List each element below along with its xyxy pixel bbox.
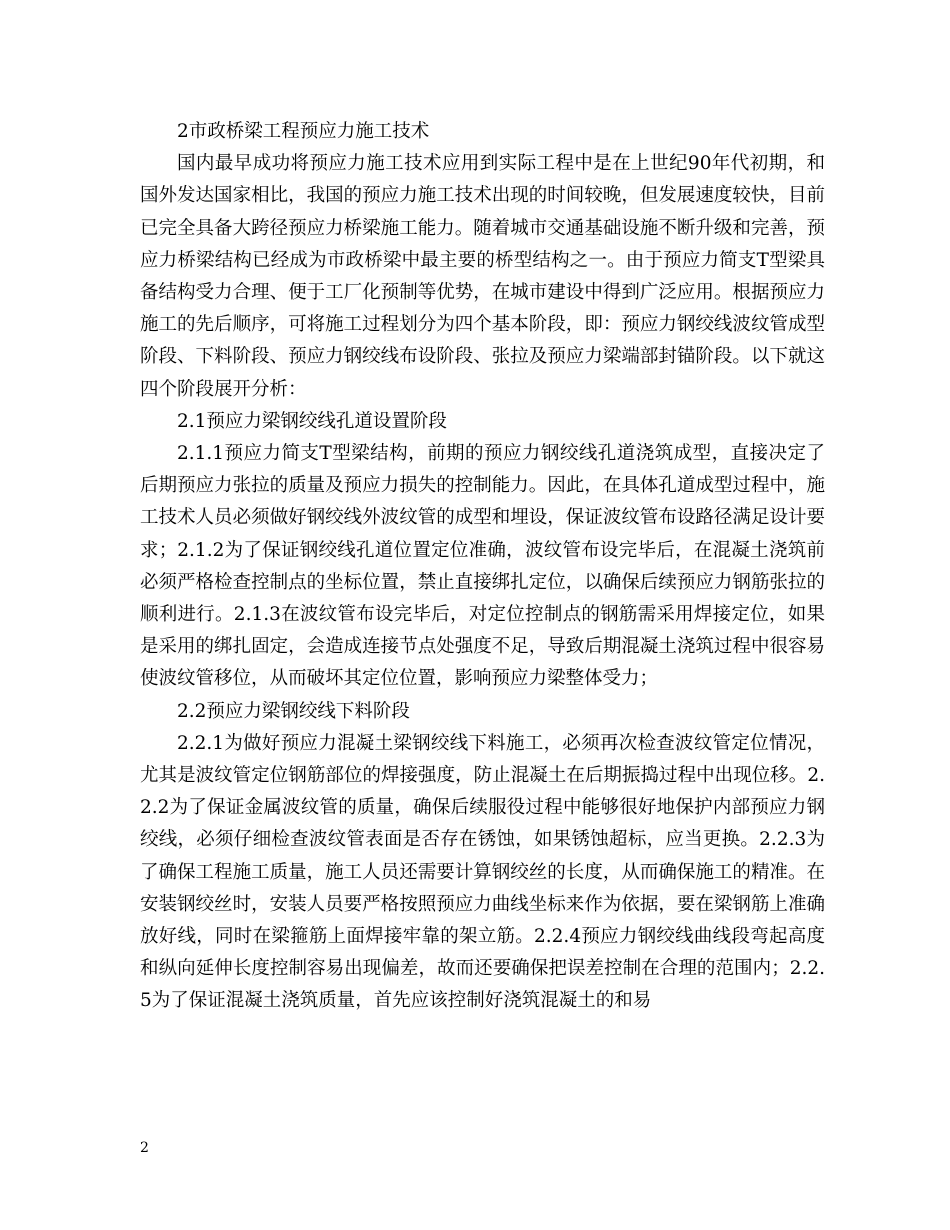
section-heading: 2市政桥梁工程预应力施工技术 bbox=[177, 121, 430, 142]
body-paragraph: 2.2.1为做好预应力混凝土梁钢绞线下料施工，必须再次检查波纹管定位情况，尤其是波纹管定位钢筋部位的焊接强度，防止混凝土在后期振捣过程中出现位移。2.2.2为了保证金属波纹管的质量，确保后续服役过程中能够很好地保护内部预应力钢绞线，必须仔细检查波纹管表面是否存在锈蚀，如果锈蚀超标，应当更换。2.2.3为了确保工程施工质量，施工人员还需要计算钢绞丝的长度，从而确保施工的精准。在安装钢绞丝时，安装人员要严格按照预应力曲线坐标来作为依据，要在梁钢筋上准确放好线，同时在梁箍筋上面焊接牢靠的架立筋。2.2.4预应力钢绞线曲线段弯起高度和纵向延伸长度控制容易出现偏差，故而还要确保把误差控制在合理的范围内；2.2.5为了保证混凝土浇筑质量，首先应该控制好浇筑混凝土的和易 bbox=[140, 732, 825, 1012]
page-number: 2 bbox=[140, 1140, 149, 1156]
document-body bbox=[140, 116, 825, 1018]
subsection-heading: 2.1预应力梁钢绞线孔道设置阶段 bbox=[177, 410, 447, 432]
subsection-heading: 2.2预应力梁钢绞线下料阶段 bbox=[177, 700, 410, 722]
body-paragraph: 2.1.1预应力简支T型梁结构，前期的预应力钢绞线孔道浇筑成型，直接决定了后期预应力张拉的质量及预应力损失的控制能力。因此，在具体孔道成型过程中，施工技术人员必须做好钢绞线外波纹管的成型和埋设，保证波纹管布设路径满足设计要求；2.1.2为了保证钢绞线孔道位置定位准确，波纹管布设完毕后，在混凝土浇筑前必须严格检查控制点的坐标位置，禁止直接绑扎定位，以确保后续预应力钢筋张拉的顺利进行。2.1.3在波纹管布设完毕后，对定位控制点的钢筋需采用焊接定位，如果是采用的绑扎固定，会造成连接节点处强度不足，导致后期混凝土浇筑过程中很容易使波纹管移位，从而破坏其定位位置，影响预应力梁整体受力； bbox=[140, 443, 825, 690]
body-paragraph: 国内最早成功将预应力施工技术应用到实际工程中是在上世纪90年代初期，和国外发达国家相比，我国的预应力施工技术出现的时间较晚，但发展速度较快，目前已完全具备大跨径预应力桥梁施工能力。随着城市交通基础设施不断升级和完善，预应力桥梁结构已经成为市政桥梁中最主要的桥型结构之一。由于预应力简支T型梁具备结构受力合理、便于工厂化预制等优势，在城市建设中得到广泛应用。根据预应力施工的先后顺序，可将施工过程划分为四个基本阶段，即：预应力钢绞线波纹管成型阶段、下料阶段、预应力钢绞线布设阶段、张拉及预应力梁端部封锚阶段。以下就这四个阶段展开分析： bbox=[140, 153, 825, 400]
